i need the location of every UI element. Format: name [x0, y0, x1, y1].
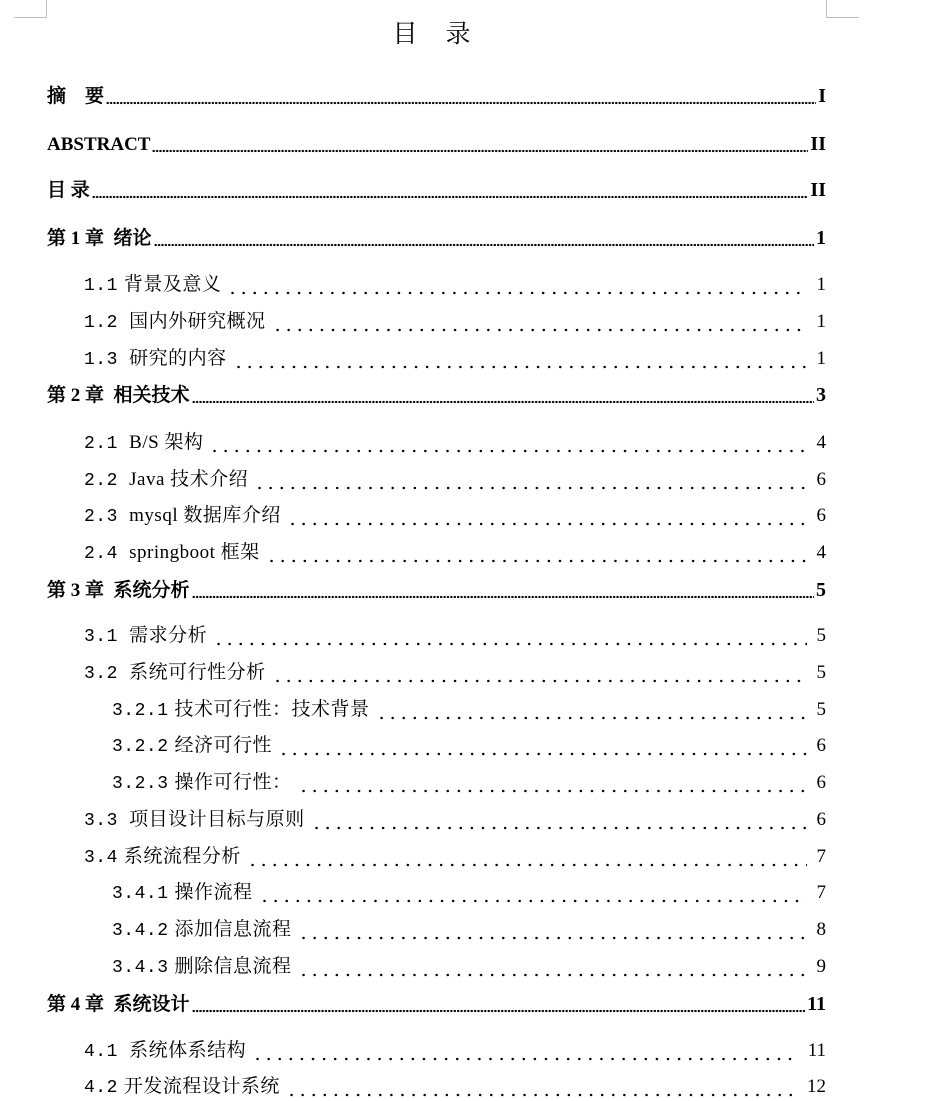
toc-entry-page-number: 1: [816, 348, 826, 369]
dot-leader: [294, 954, 807, 980]
dot-leader: [255, 880, 807, 906]
toc-entry-page-number: 6: [816, 469, 826, 490]
toc-entry[interactable]: [84, 1038, 826, 1064]
toc-entry-page-number: 3: [816, 384, 826, 406]
toc-entry-page-number: 6: [816, 505, 826, 526]
toc-entry-label: [47, 178, 90, 204]
toc-entry-page-number: 6: [816, 772, 826, 793]
toc-entry-label: [47, 84, 104, 110]
toc-entry-text: 国内外研究概况: [123, 311, 266, 332]
toc-entry-label: [84, 1038, 246, 1065]
toc-entry-text: 技术可行性：技术背景: [174, 699, 370, 720]
toc-entry[interactable]: [84, 430, 826, 456]
dot-leader: [294, 770, 807, 796]
toc-entry[interactable]: [84, 807, 826, 833]
dot-leader: [243, 844, 807, 870]
toc-entry-label: [47, 578, 190, 604]
toc-entry-label: [112, 733, 272, 760]
toc-entry-page-number: 12: [807, 1076, 826, 1097]
toc-entry[interactable]: [84, 623, 826, 649]
toc-entry-page-number: 7: [816, 882, 826, 903]
toc-entry-label: [112, 880, 253, 907]
toc-entry[interactable]: [112, 733, 826, 759]
toc-entry-label: [84, 467, 248, 494]
toc-entry-page-number: 5: [816, 579, 826, 601]
dot-leader: [268, 660, 807, 686]
toc-entry-page-number: 11: [807, 993, 826, 1015]
toc-entry-number: 2.4: [84, 544, 118, 564]
toc-entry-text: mysql 数据库介绍: [123, 505, 281, 526]
toc-entry-label: [47, 226, 152, 252]
toc-entry[interactable]: [84, 346, 826, 372]
toc-entry[interactable]: [84, 272, 826, 298]
dot-leader: [223, 272, 806, 298]
toc-entry-number: 3.4.2: [112, 921, 169, 941]
toc-entry-text: 摘 要: [47, 86, 105, 107]
toc-entry-text: ABSTRACT: [47, 134, 151, 155]
toc-entry-number: 2.3: [84, 507, 118, 527]
toc-entry-number: 2.1: [84, 434, 118, 454]
toc-entry[interactable]: [47, 131, 826, 157]
toc-entry-number: 3.2.2: [112, 737, 169, 757]
toc-entry-page-number: 11: [807, 1040, 826, 1061]
toc-entry-text: 研究的内容: [123, 348, 227, 369]
toc-entry-text: 目 录: [47, 180, 90, 201]
dot-leader: [262, 540, 807, 566]
toc-entry[interactable]: [47, 577, 826, 603]
dot-leader: [106, 83, 816, 109]
toc-entry-number: 3.4.1: [112, 884, 169, 904]
toc-entry-page-number: 4: [816, 432, 826, 453]
toc-entry-text: springboot 框架: [123, 542, 260, 563]
toc-entry-label: [84, 346, 227, 373]
dot-leader: [154, 225, 814, 251]
toc-entry-number: 4.2: [84, 1078, 118, 1098]
toc-entry-text: 需求分析: [123, 625, 208, 646]
toc-entry-label: [112, 917, 292, 944]
toc-entry[interactable]: [84, 1074, 826, 1100]
toc-entry-page-number: II: [810, 179, 826, 201]
toc-entry-label: [112, 954, 292, 981]
toc-entry-number: 3.3: [84, 811, 118, 831]
toc-entry-page-number: 1: [816, 274, 826, 295]
toc-entry-number: 2.2: [84, 471, 118, 491]
toc-entry[interactable]: [84, 503, 826, 529]
toc-entry-number: 3.2.3: [112, 774, 169, 794]
dot-leader: [248, 1038, 798, 1064]
toc-entry-number: 3.2: [84, 664, 118, 684]
toc-entry[interactable]: [47, 225, 826, 251]
toc-entry-page-number: 6: [816, 735, 826, 756]
toc-entry-label: [112, 697, 370, 724]
toc-entry[interactable]: [112, 917, 826, 943]
toc-entry-number: 1.1: [84, 276, 118, 296]
toc-entry-page-number: I: [818, 85, 826, 107]
toc-entry-page-number: 7: [816, 846, 826, 867]
dot-leader: [152, 131, 808, 157]
dot-leader: [250, 467, 806, 493]
toc-entry-label: [84, 660, 266, 687]
toc-entry-label: [84, 430, 203, 457]
toc-entry-number: 3.4: [84, 848, 118, 868]
toc-entry-page-number: 5: [816, 625, 826, 646]
toc-entry[interactable]: [84, 540, 826, 566]
toc-entry-page-number: II: [810, 133, 826, 155]
toc-entry-text: 系统可行性分析: [123, 662, 266, 683]
toc-entry-label: [84, 540, 260, 567]
toc-entry-label: [47, 383, 190, 409]
toc-entry-number: 1.3: [84, 350, 118, 370]
dot-leader: [274, 733, 806, 759]
toc-entry-label: [84, 503, 281, 530]
toc-entry-number: 4.1: [84, 1042, 118, 1062]
toc-entry-label: [84, 623, 207, 650]
dot-leader: [205, 430, 806, 456]
toc-title: 目 录: [392, 19, 481, 48]
toc-entry-page-number: 8: [816, 919, 826, 940]
toc-entry-text: 添加信息流程: [174, 919, 292, 940]
toc-entry-page-number: 5: [816, 699, 826, 720]
toc-entry[interactable]: [84, 309, 826, 335]
toc-entry-text: 系统体系结构: [123, 1040, 247, 1061]
toc-entry-text: 操作可行性：: [174, 772, 292, 793]
toc-entry-text: 删除信息流程: [174, 956, 292, 977]
toc-entry-text: 第 1 章 绪论: [47, 228, 152, 249]
toc-entry-label: [84, 309, 266, 336]
toc-entry-label: [84, 272, 221, 299]
dot-leader: [307, 807, 807, 833]
dot-leader: [92, 177, 809, 203]
toc-entry[interactable]: [47, 177, 826, 203]
toc-entry-label: [84, 807, 305, 834]
toc-entry-number: 1.2: [84, 313, 118, 333]
dot-leader: [192, 382, 814, 408]
dot-leader: [268, 309, 807, 335]
toc-entry-label: [47, 132, 150, 158]
dot-leader: [372, 697, 807, 723]
toc-entry-page-number: 1: [816, 311, 826, 332]
toc-entry-text: 第 2 章 相关技术: [47, 385, 190, 406]
dot-leader: [229, 346, 807, 372]
dot-leader: [192, 577, 814, 603]
toc-entry-label: [112, 770, 292, 797]
toc-entry-label: [47, 992, 190, 1018]
toc-entry[interactable]: [47, 382, 826, 408]
toc-entry[interactable]: [84, 844, 826, 870]
toc-entry-text: 项目设计目标与原则: [123, 809, 305, 830]
toc-entry-page-number: 4: [816, 542, 826, 563]
toc-entry-page-number: 5: [816, 662, 826, 683]
toc-entry[interactable]: [47, 991, 826, 1017]
toc-entry-text: 开发流程设计系统: [123, 1076, 280, 1097]
toc-entry[interactable]: [84, 660, 826, 686]
toc-entry-text: Java 技术介绍: [123, 469, 249, 490]
toc-entry-label: [84, 844, 241, 871]
toc-entry-text: 经济可行性: [174, 735, 273, 756]
toc-entry-text: 第 3 章 系统分析: [47, 580, 190, 601]
toc-entry-text: 第 4 章 系统设计: [47, 994, 190, 1015]
dot-leader: [294, 917, 807, 943]
toc-entry[interactable]: [112, 954, 826, 980]
dot-leader: [192, 991, 806, 1017]
toc-entry-text: 背景及意义: [123, 274, 222, 295]
toc-entry-number: 3.4.3: [112, 958, 169, 978]
toc-entry[interactable]: [84, 467, 826, 493]
toc-entry-page-number: 1: [816, 227, 826, 249]
dot-leader: [282, 1074, 797, 1100]
toc-entry-text: B/S 架构: [123, 432, 204, 453]
toc-entry-number: 3.2.1: [112, 701, 169, 721]
dot-leader: [209, 623, 806, 649]
toc-entry-label: [84, 1074, 280, 1101]
toc-entry-text: 系统流程分析: [123, 846, 241, 867]
toc-entry-number: 3.1: [84, 627, 118, 647]
toc-entry-page-number: 6: [816, 809, 826, 830]
toc-entry[interactable]: [47, 83, 826, 109]
toc-entry[interactable]: [112, 770, 826, 796]
toc-entry[interactable]: [112, 880, 826, 906]
dot-leader: [283, 503, 807, 529]
toc-entry-text: 操作流程: [174, 882, 253, 903]
toc-entry-page-number: 9: [816, 956, 826, 977]
toc-entry[interactable]: [112, 697, 826, 723]
